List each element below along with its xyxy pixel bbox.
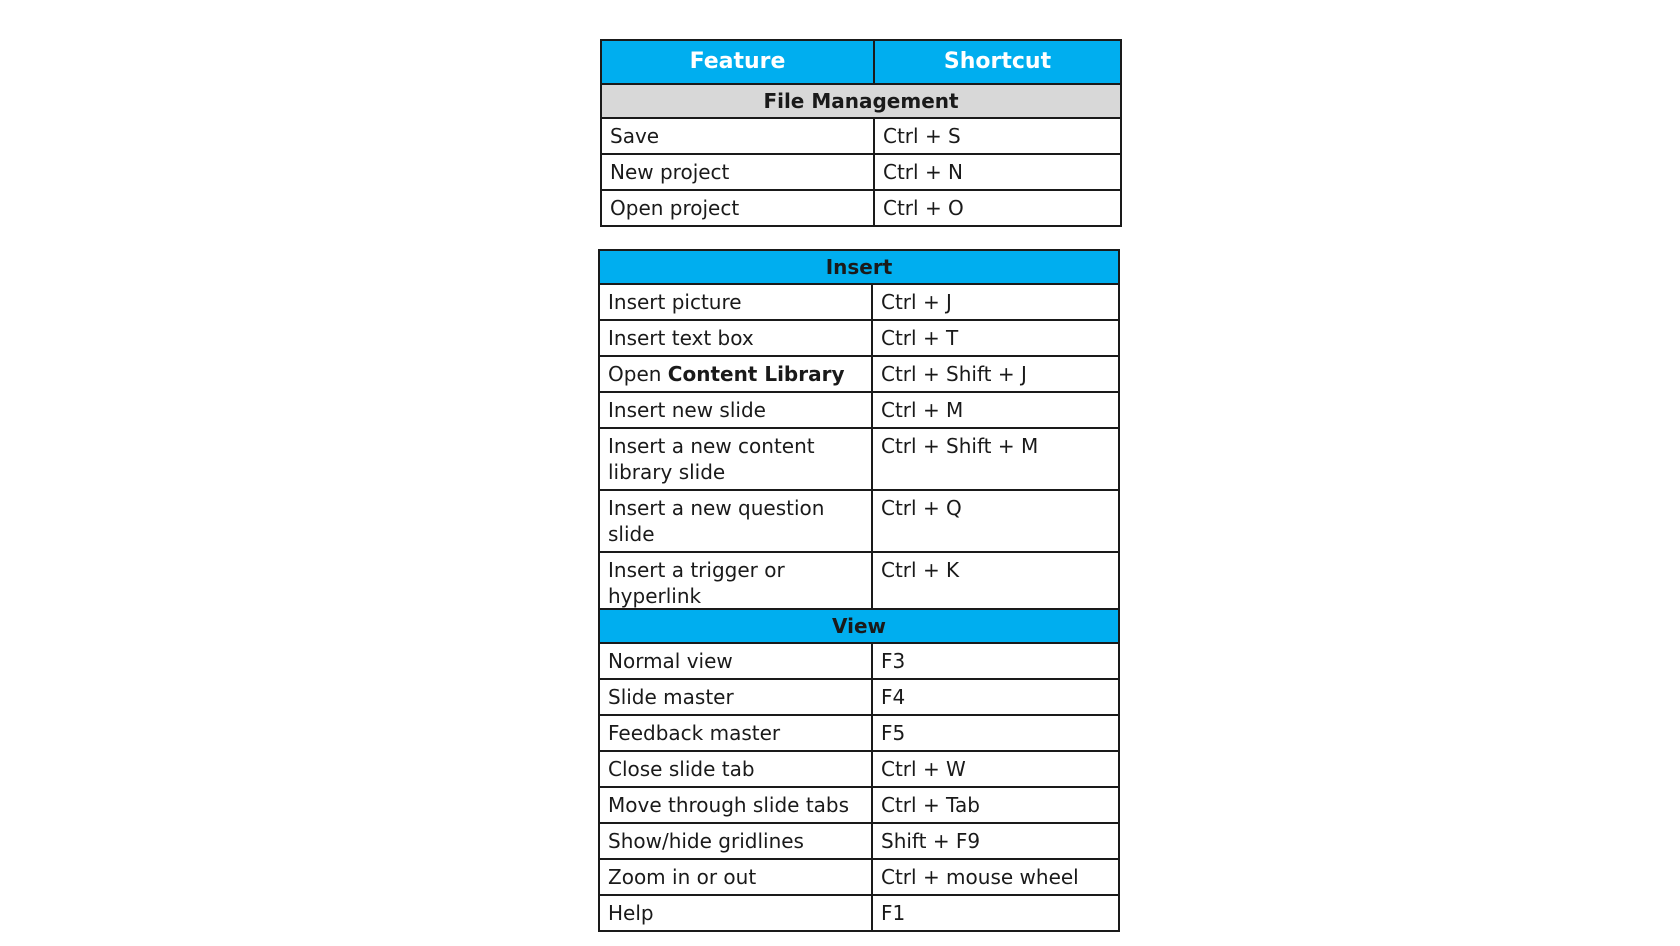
table-row: [599, 428, 1119, 490]
table-header-row: [601, 40, 1121, 84]
table-row: [599, 284, 1119, 320]
shortcut-cell: Ctrl + Shift + J: [872, 356, 1119, 392]
shortcut-cell: Ctrl + M: [872, 392, 1119, 428]
shortcut-cell: Ctrl + O: [874, 190, 1121, 226]
table-row: [599, 787, 1119, 823]
file-management-table: [600, 39, 1122, 227]
shortcut-cell: Ctrl + mouse wheel: [872, 859, 1119, 895]
shortcut-cell: Shift + F9: [872, 823, 1119, 859]
section-row: [599, 609, 1119, 643]
section-row: [601, 84, 1121, 118]
table-row: [601, 190, 1121, 226]
feature-bold-text: Content Library: [667, 362, 845, 386]
table-row: [599, 643, 1119, 679]
feature-prefix: Open: [608, 362, 668, 386]
shortcut-cell: Ctrl + S: [874, 118, 1121, 154]
feature-cell: Move through slide tabs: [599, 787, 872, 823]
feature-cell: Show/hide gridlines: [599, 823, 872, 859]
feature-cell: Zoom in or out: [599, 859, 872, 895]
feature-cell: [599, 356, 872, 392]
table-row: [599, 895, 1119, 931]
feature-column-header: Feature: [601, 40, 874, 84]
table-row: [599, 490, 1119, 552]
feature-cell: Insert a new question slide: [599, 490, 872, 552]
section-title-view: View: [599, 609, 1119, 643]
feature-cell: Insert new slide: [599, 392, 872, 428]
shortcut-cell: Ctrl + Shift + M: [872, 428, 1119, 490]
table-row: [599, 823, 1119, 859]
feature-cell: Normal view: [599, 643, 872, 679]
shortcut-cell: Ctrl + Tab: [872, 787, 1119, 823]
table-row: [599, 679, 1119, 715]
feature-cell: Slide master: [599, 679, 872, 715]
feature-cell: Insert text box: [599, 320, 872, 356]
feature-cell: Insert a new content library slide: [599, 428, 872, 490]
table-row: [599, 751, 1119, 787]
table-row: [599, 356, 1119, 392]
table-row: [601, 118, 1121, 154]
shortcut-cell: F5: [872, 715, 1119, 751]
shortcut-cell: Ctrl + J: [872, 284, 1119, 320]
shortcut-cell: Ctrl + W: [872, 751, 1119, 787]
section-title-file-management: File Management: [601, 84, 1121, 118]
shortcut-cell: Ctrl + K: [872, 552, 1119, 614]
feature-cell: Insert a trigger or hyperlink: [599, 552, 872, 614]
table-row: [601, 154, 1121, 190]
feature-cell: Save: [601, 118, 874, 154]
shortcut-cell: F1: [872, 895, 1119, 931]
table-row: [599, 715, 1119, 751]
table-row: [599, 859, 1119, 895]
table-row: [599, 320, 1119, 356]
feature-cell: Close slide tab: [599, 751, 872, 787]
insert-table: [598, 249, 1120, 615]
section-title-insert: Insert: [599, 250, 1119, 284]
feature-cell: Insert picture: [599, 284, 872, 320]
feature-cell: New project: [601, 154, 874, 190]
feature-cell: Open project: [601, 190, 874, 226]
feature-cell: Help: [599, 895, 872, 931]
table-row: [599, 392, 1119, 428]
section-row: [599, 250, 1119, 284]
shortcut-column-header: Shortcut: [874, 40, 1121, 84]
shortcut-cell: F4: [872, 679, 1119, 715]
shortcut-cell: Ctrl + N: [874, 154, 1121, 190]
shortcut-cell: Ctrl + T: [872, 320, 1119, 356]
shortcut-cell: F3: [872, 643, 1119, 679]
feature-cell: Feedback master: [599, 715, 872, 751]
table-row: [599, 552, 1119, 614]
view-table: [598, 608, 1120, 932]
shortcut-cell: Ctrl + Q: [872, 490, 1119, 552]
